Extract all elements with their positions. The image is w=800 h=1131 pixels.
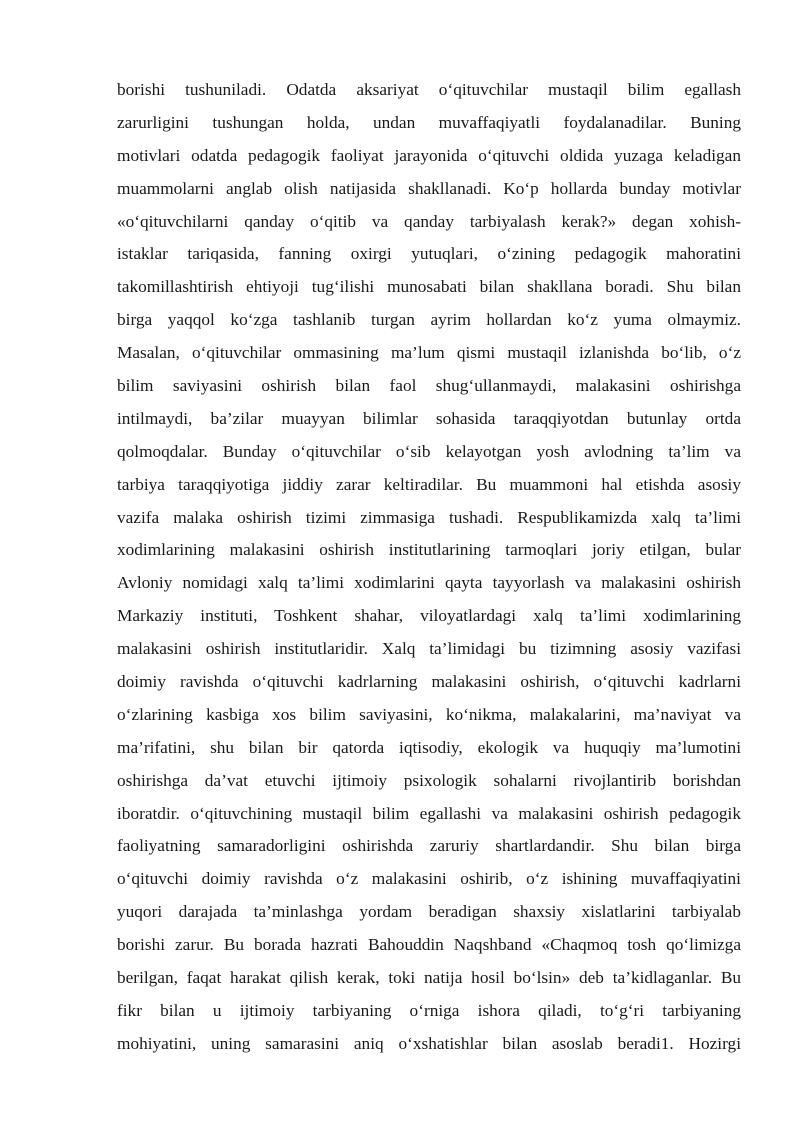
- text-line: malakasini oshirish institutlaridir. Xalq ta’limidagi bu tizimning asosiy vazifasi: [117, 639, 741, 659]
- text-line: oshirishga da’vat etuvchi ijtimoiy psixologik sohalarni rivojlantirib borishdan: [117, 770, 741, 790]
- text-line: iboratdir. o‘qituvchining mustaqil bilim egallashi va malakasini oshirish pedagogik: [117, 803, 741, 823]
- text-line: vazifa malaka oshirish tizimi zimmasiga tushadi. Respublikamizda xalq ta’limi: [117, 507, 741, 527]
- text-line: takomillashtirish ehtiyoji tug‘ilishi munosabati bilan shakllana boradi. Shu bilan: [117, 277, 741, 297]
- text-line: faoliyatning samaradorligini oshirishda zaruriy shartlardandir. Shu bilan birga: [117, 836, 741, 856]
- text-line: berilgan, faqat harakat qilish kerak, toki natija hosil bo‘lsin» deb ta’kidlaganlar. Bu: [117, 968, 741, 988]
- text-line: intilmaydi, ba’zilar muayyan bilimlar sohasida taraqqiyotdan butunlay ortda: [117, 408, 741, 428]
- text-line: yuqori darajada ta’minlashga yordam beradigan shaxsiy xislatlarini tarbiyalab: [117, 902, 741, 922]
- text-line: xodimlarining malakasini oshirish institutlarining tarmoqlari joriy etilgan, bular: [117, 540, 741, 560]
- text-line: doimiy ravishda o‘qituvchi kadrlarning malakasini oshirish, o‘qituvchi kadrlarni: [117, 672, 741, 692]
- text-line: tarbiya taraqqiyotiga jiddiy zarar keltiradilar. Bu muammoni hal etishda asosiy: [117, 474, 741, 494]
- text-line: bilim saviyasini oshirish bilan faol shug‘ullanmaydi, malakasini oshirishga: [117, 376, 741, 396]
- text-line: «o‘qituvchilarni qanday o‘qitib va qanday tarbiyalash kerak?» degan xohish-: [117, 211, 741, 231]
- text-line: Markaziy instituti, Toshkent shahar, viloyatlardagi xalq ta’limi xodimlarining: [117, 606, 741, 626]
- text-line: birga yaqqol ko‘zga tashlanib turgan ayrim hollardan ko‘z yuma olmaymiz.: [117, 310, 741, 330]
- text-line: muammolarni anglab olish natijasida shakllanadi. Ko‘p hollarda bunday motivlar: [117, 178, 741, 198]
- text-line: o‘zlarining kasbiga xos bilim saviyasini, ko‘nikma, malakalarini, ma’naviyat va: [117, 704, 741, 724]
- text-line: mohiyatini, uning samarasini aniq o‘xshatishlar bilan asoslab beradi1. Hozirgi: [117, 1033, 741, 1053]
- text-line: Avloniy nomidagi xalq ta’limi xodimlarini qayta tayyorlash va malakasini oshirish: [117, 573, 741, 593]
- text-line: borishi tushuniladi. Odatda aksariyat o‘qituvchilar mustaqil bilim egallash: [117, 80, 741, 99]
- text-line: fikr bilan u ijtimoiy tarbiyaning o‘rniga ishora qiladi, to‘g‘ri tarbiyaning: [117, 1000, 741, 1020]
- text-line: ma’rifatini, shu bilan bir qatorda iqtisodiy, ekologik va huquqiy ma’lumotini: [117, 737, 741, 757]
- text-line: o‘qituvchi doimiy ravishda o‘z malakasini oshirib, o‘z ishining muvaffaqiyatini: [117, 869, 741, 889]
- body-paragraph: [117, 74, 741, 1061]
- text-line: qolmoqdalar. Bunday o‘qituvchilar o‘sib kelayotgan yosh avlodning ta’lim va: [117, 441, 741, 461]
- text-line: motivlari odatda pedagogik faoliyat jarayonida o‘qituvchi oldida yuzaga keladigan: [117, 145, 741, 165]
- text-line: zarurligini tushungan holda, undan muvaffaqiyatli foydalanadilar. Buning: [117, 112, 741, 132]
- text-line: istaklar tariqasida, fanning oxirgi yutuqlari, o‘zining pedagogik mahoratini: [117, 244, 741, 264]
- text-line: borishi zarur. Bu borada hazrati Bahouddin Naqshband «Chaqmoq tosh qo‘limizga: [117, 935, 741, 955]
- text-line: Masalan, o‘qituvchilar ommasining ma’lum qismi mustaqil izlanishda bo‘lib, o‘z: [117, 343, 741, 363]
